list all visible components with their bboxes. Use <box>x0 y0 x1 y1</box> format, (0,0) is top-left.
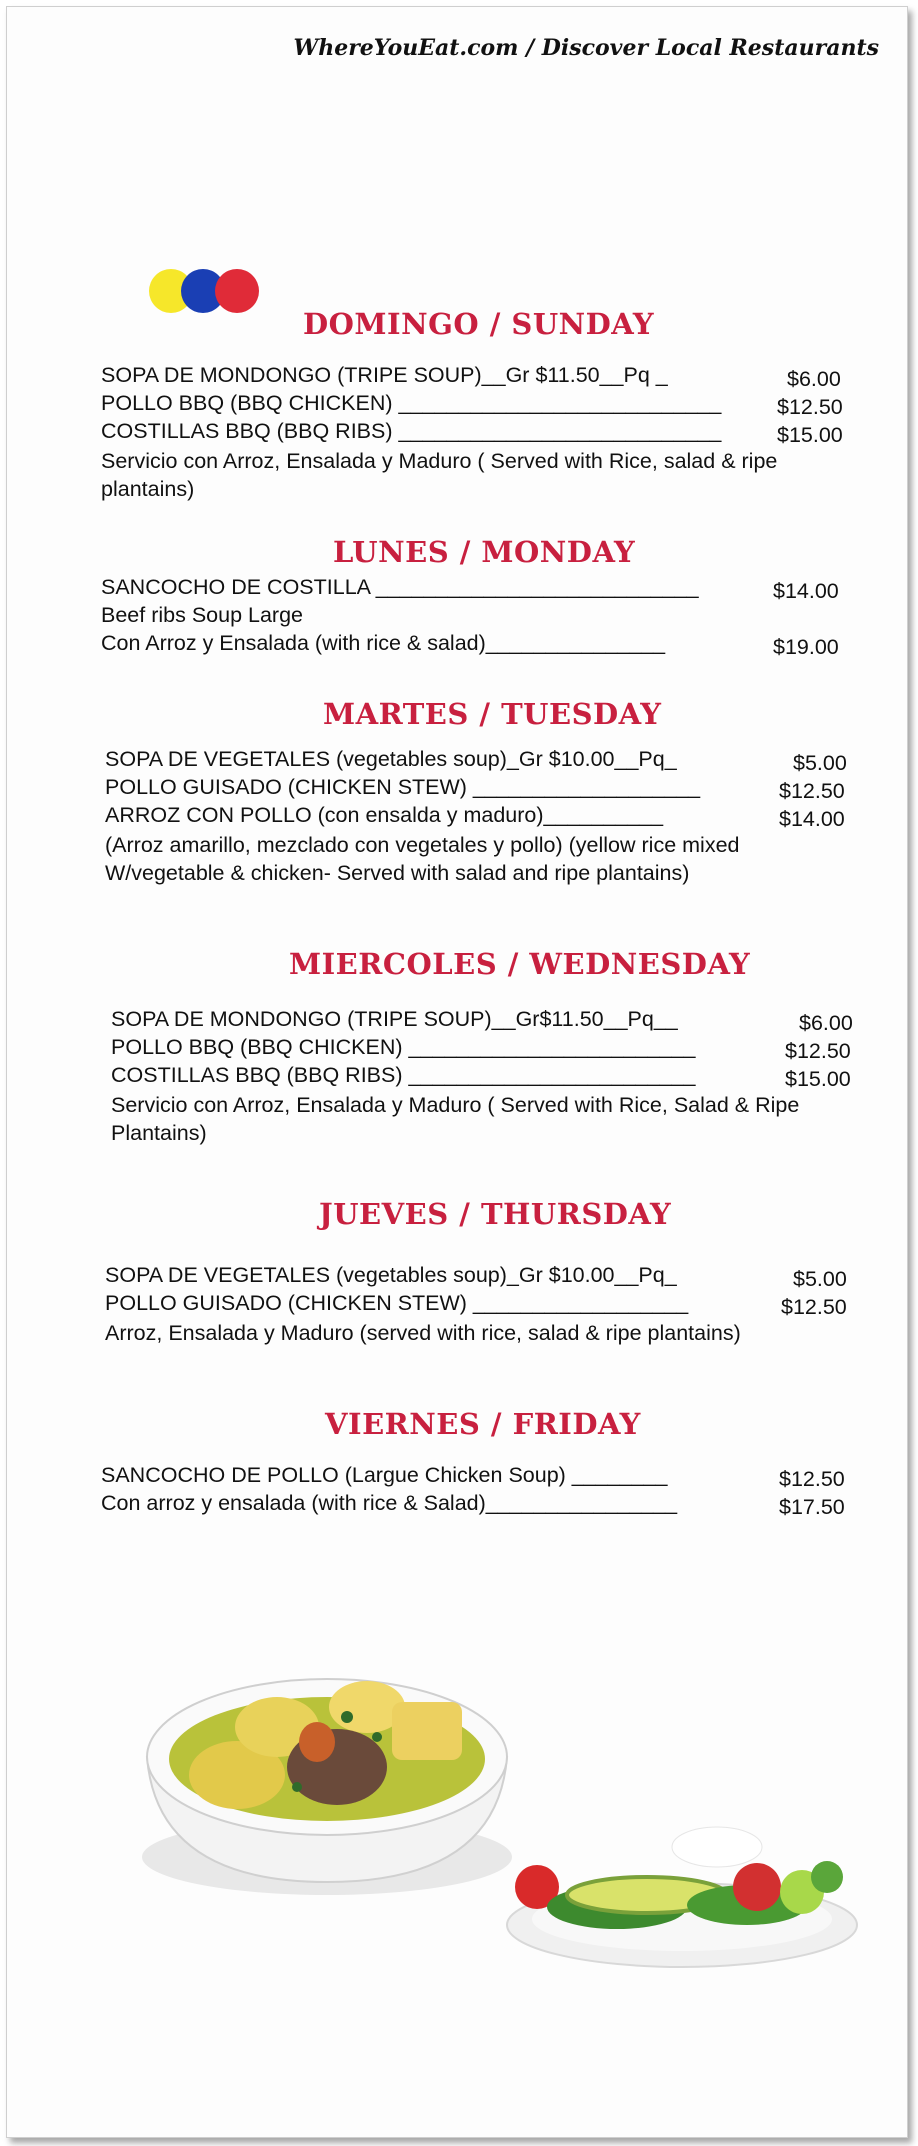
item-text: SOPA DE VEGETALES (vegetables soup)_Gr $10.00__Pq_ <box>105 747 677 771</box>
item-price: $15.00 <box>777 423 843 447</box>
item-note: Servicio con Arroz, Ensalada y Maduro ( Served with Rice, salad & ripe plantains) <box>101 449 778 501</box>
menu-page <box>6 6 908 2138</box>
item-text: SOPA DE VEGETALES (vegetables soup)_Gr $10.00__Pq_ <box>105 1263 677 1287</box>
item-price: $19.00 <box>773 635 839 659</box>
item-text: POLLO GUISADO (CHICKEN STEW) ___________________ <box>105 775 701 799</box>
red-dot-icon <box>215 269 259 313</box>
item-price: $12.50 <box>781 1295 847 1319</box>
item-text: Beef ribs Soup Large <box>101 603 303 627</box>
item-price: $12.50 <box>779 1467 845 1491</box>
item-text: COSTILLAS BBQ (BBQ RIBS) ___________________________ <box>101 419 722 443</box>
item-text: POLLO BBQ (BBQ CHICKEN) ___________________________ <box>101 391 722 415</box>
item-text: POLLO GUISADO (CHICKEN STEW) __________________ <box>105 1291 689 1315</box>
item-price: $12.50 <box>779 779 845 803</box>
item-price: $6.00 <box>799 1011 853 1035</box>
item-note: Servicio con Arroz, Ensalada y Maduro ( Served with Rice, Salad & Ripe Plantains) <box>111 1093 800 1145</box>
salad-plate-image <box>497 1807 867 1977</box>
soup-bowl-image <box>127 1607 527 1907</box>
item-price: $5.00 <box>793 1267 847 1291</box>
item-text: SANCOCHO DE POLLO (Largue Chicken Soup) ________ <box>101 1463 668 1487</box>
item-text: SOPA DE MONDONGO (TRIPE SOUP)__Gr$11.50__Pq__ <box>111 1007 678 1031</box>
item-price: $15.00 <box>785 1067 851 1091</box>
item-price: $17.50 <box>779 1495 845 1519</box>
sunday-heading: DOMINGO / SUNDAY <box>303 307 655 341</box>
item-price: $14.00 <box>773 579 839 603</box>
friday-heading: VIERNES / FRIDAY <box>325 1407 641 1441</box>
item-price: $12.50 <box>785 1039 851 1063</box>
item-text: Con arroz y ensalada (with rice & Salad)________________ <box>101 1491 678 1515</box>
item-note: (Arroz amarillo, mezclado con vegetales y pollo) (yellow rice mixed W/vegetable & chicken- Served with salad and ripe plantains) <box>105 833 740 885</box>
item-text: SOPA DE MONDONGO (TRIPE SOUP)__Gr $11.50__Pq _ <box>101 363 668 387</box>
item-note: Arroz, Ensalada y Maduro (served with rice, salad & ripe plantains) <box>105 1321 741 1345</box>
thursday-heading: JUEVES / THURSDAY <box>319 1197 672 1231</box>
item-price: $12.50 <box>777 395 843 419</box>
item-text: Con Arroz y Ensalada (with rice & salad)_______________ <box>101 631 666 655</box>
item-price: $5.00 <box>793 751 847 775</box>
flag-dots <box>149 269 261 315</box>
item-price: $14.00 <box>779 807 845 831</box>
item-text: POLLO BBQ (BBQ CHICKEN) ________________________ <box>111 1035 696 1059</box>
item-text: ARROZ CON POLLO (con ensalda y maduro)__________ <box>105 803 664 827</box>
tuesday-heading: MARTES / TUESDAY <box>323 697 662 731</box>
item-text: COSTILLAS BBQ (BBQ RIBS) ________________________ <box>111 1063 696 1087</box>
monday-heading: LUNES / MONDAY <box>333 535 636 569</box>
item-text: SANCOCHO DE COSTILLA ___________________________ <box>101 575 699 599</box>
item-price: $6.00 <box>787 367 841 391</box>
site-watermark: WhereYouEat.com / Discover Local Restaurants <box>293 35 879 61</box>
wednesday-heading: MIERCOLES / WEDNESDAY <box>289 947 751 981</box>
